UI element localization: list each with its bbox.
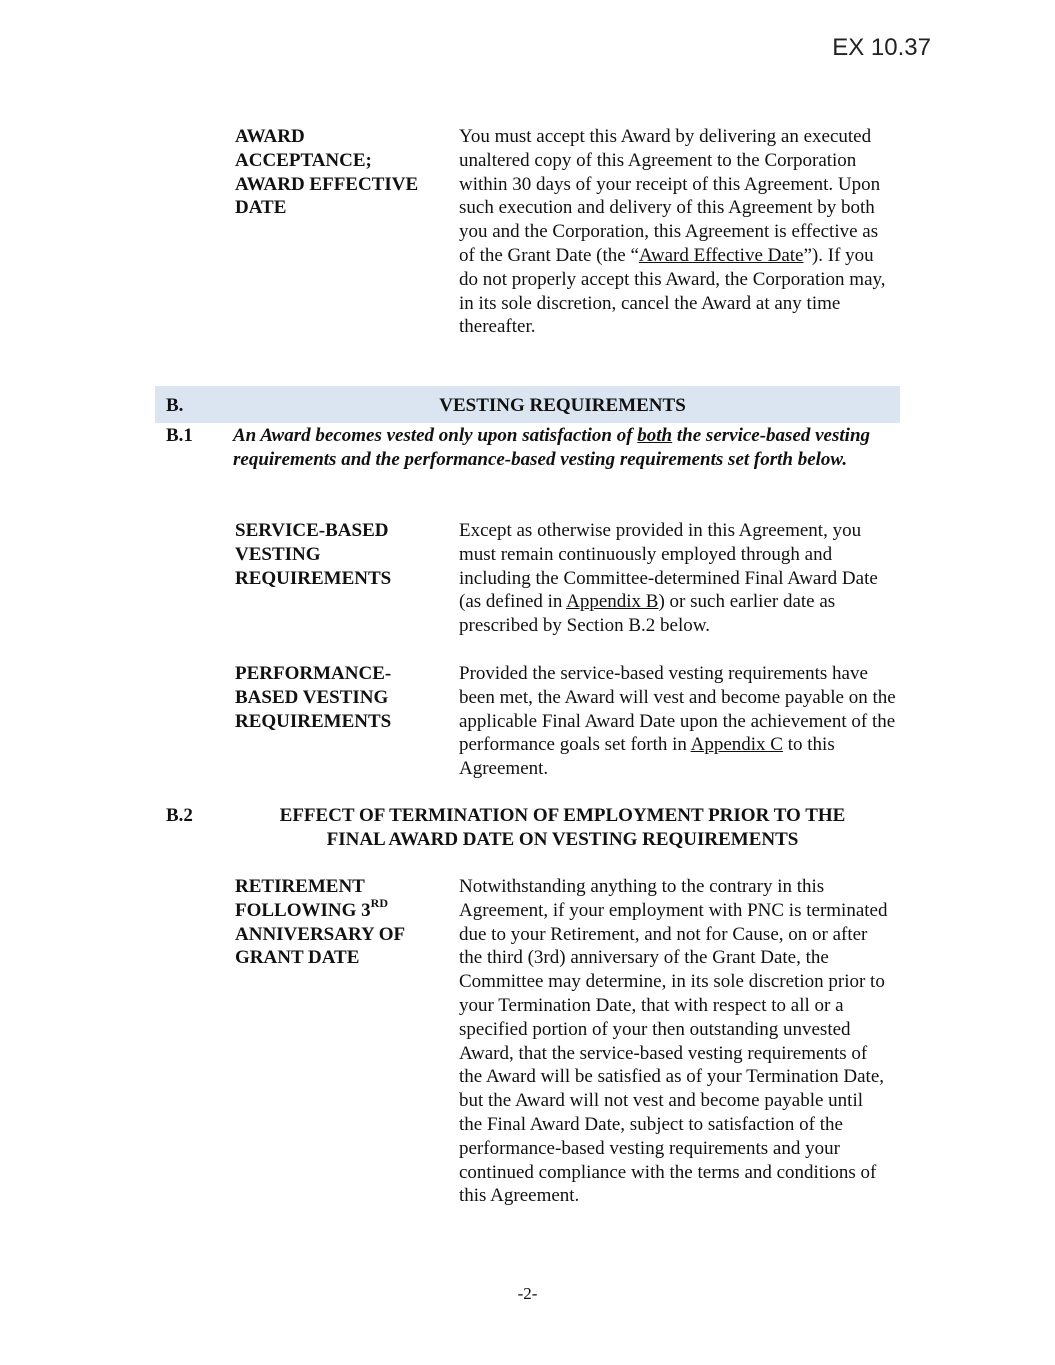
title-line: EFFECT OF TERMINATION OF EMPLOYMENT PRIOR TO THE — [279, 805, 846, 826]
exhibit-number: EX 10.37 — [832, 34, 931, 61]
label-line: PERFORMANCE- — [235, 663, 392, 684]
label-line: BASED VESTING — [235, 686, 389, 708]
label-line: REQUIREMENTS — [235, 710, 392, 732]
retirement-label — [235, 875, 450, 970]
text-segment: ”). If you do not properly accept this Award, the Corporation may, in its sole discretion, cancel the Award at any time thereafter. — [459, 244, 886, 338]
label-text: FOLLOWING 3 — [235, 899, 371, 921]
title-line: FINAL AWARD DATE ON VESTING REQUIREMENTS — [326, 828, 799, 850]
award-acceptance-label — [235, 125, 450, 220]
label-line: ACCEPTANCE; — [235, 149, 372, 171]
label-line: VESTING — [235, 543, 321, 565]
appendix-c-link[interactable]: Appendix C — [690, 734, 783, 756]
label-line: AWARD EFFECTIVE — [235, 173, 419, 195]
text-segment: You must accept this Award by delivering an executed unaltered copy of this Agreement to the Corporation within 30 days of your receipt of this Agreement. Upon such execution and delivery of this Agreement by both you and the Corporation, this Agreement is effective as of the Grant Date (the “ — [459, 126, 881, 266]
section-b-letter: B. — [166, 395, 184, 416]
label-line: DATE — [235, 197, 287, 219]
ordinal-suffix: RD — [370, 896, 388, 911]
text-segment: An Award becomes vested only upon satisfaction of — [233, 425, 638, 446]
text-segment: to this Agreement. — [459, 734, 835, 780]
section-b-title: VESTING REQUIREMENTS — [439, 395, 686, 416]
page-number: -2- — [517, 1284, 538, 1303]
label-line — [235, 896, 450, 923]
label-line: ANNIVERSARY OF — [235, 923, 406, 945]
b1-number: B.1 — [166, 425, 193, 446]
label-line: SERVICE-BASED — [235, 520, 389, 541]
appendix-b-link[interactable]: Appendix B — [566, 591, 659, 613]
b1-intro — [233, 424, 878, 472]
text-segment: the service-based vesting requirements and the performance-based vesting requirements set forth below. — [233, 425, 871, 470]
performance-based-label — [235, 662, 450, 733]
award-acceptance-text — [459, 125, 889, 339]
text-segment: ) or such earlier date as prescribed by Section B.2 below. — [459, 591, 836, 637]
label-line: GRANT DATE — [235, 947, 360, 969]
service-based-text — [459, 519, 899, 638]
retirement-text: Notwithstanding anything to the contrary in this Agreement, if your employment with PNC is terminated due to your Retirement, and not for Cause, on or after the third (3rd) anniversary of the Grant Date, the Committee may determine, in its sole discretion prior to your Termination Date, that with respect to all or a specified portion of your then outstanding unvested Award, that the service-based vesting requirements of the Award will be satisfied as of your Termination Date, but the Award will not vest and become payable until the Final Award Date, subject to satisfaction of the performance-based vesting requirements and your continued compliance with the terms and conditions of this Agreement. — [459, 876, 888, 1207]
defined-term: Award Effective Date — [638, 244, 804, 266]
b2-title — [230, 804, 895, 852]
emphasis-both: both — [637, 425, 673, 446]
text-segment: Except as otherwise provided in this Agreement, you must remain continuously employed through and including the Committee-determined Final Award Date (as defined in — [459, 520, 878, 613]
label-line: REQUIREMENTS — [235, 567, 392, 589]
label-line: RETIREMENT — [235, 876, 365, 897]
b2-number: B.2 — [166, 805, 193, 826]
label-line: AWARD — [235, 126, 305, 147]
text-segment: Provided the service-based vesting requirements have been met, the Award will vest and become payable on the applicable Final Award Date upon the achievement of the performance goals set forth in — [459, 663, 896, 756]
performance-based-text — [459, 662, 899, 781]
service-based-label — [235, 519, 450, 590]
